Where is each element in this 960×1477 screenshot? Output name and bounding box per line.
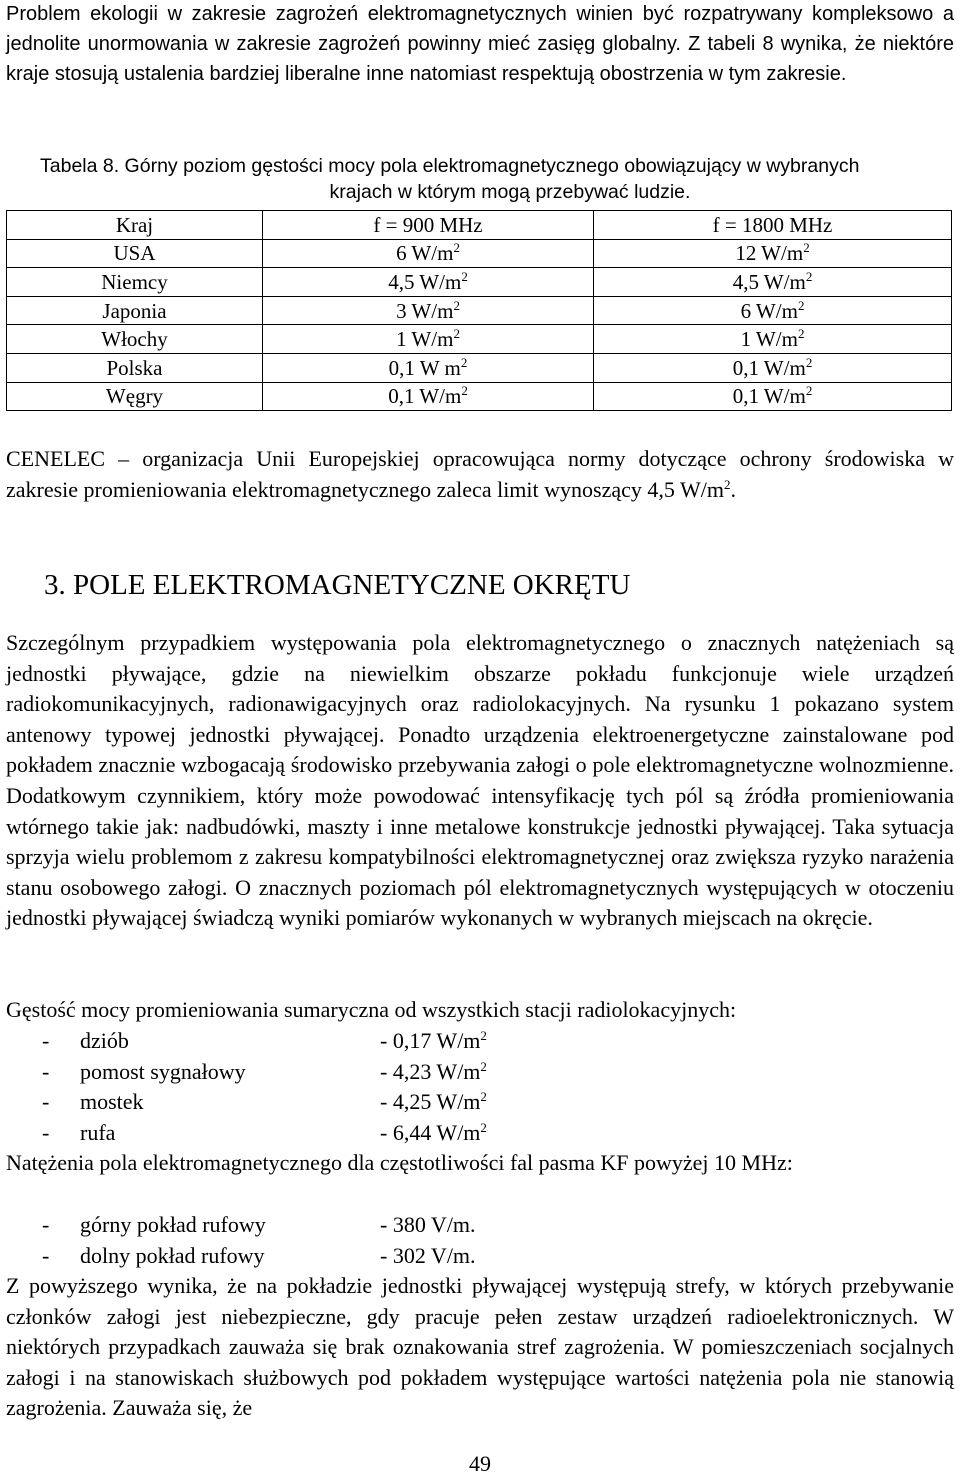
section-paragraph: Szczególnym przypadkiem występowania pola elektromagnetycznego o znacznych natężeniach są jednostki pływające, gdzie na niewielkim obszarze pokładu funkcjonuje wiele urządzeń radiokomunikacyjnych, radionawigacyjnych oraz radiolokacyjnych. Na rysunku 1 pokazano system antenowy typowej jednostki pływającej. Ponadto urządzenia elektroenergetyczne zainstalowane pod pokładem znacznie wzbogacają środowisko przebywania załogi o pole elektromagnetyczne wolnozmienne. Dodatkowym czynnikiem, który może powodować intensyfikację tych pól są źródła promieniowania wtórnego takie jak: nadbudówki, maszty i inne metalowe konstrukcje jednostki pływającej. Taka sytuacja sprzyja wielu problemom z zakresu kompatybilności elektromagnetycznej oraz zwiększa ryzyko narażenia stanu osobowego załogi. O znacznych poziomach pól elektromagnetycznych występujących w otoczeniu jednostki pływającej świadczą wyniki pomiarów wykonanych w wybranych miejscach na okręcie. — [6, 630, 954, 931]
table-caption-line1: Tabela 8. Górny poziom gęstości mocy pola elektromagnetycznego obowiązujący w wybranych — [40, 155, 860, 177]
list-item: - mostek - 4,25 $W/m^2$ — [6, 1087, 954, 1118]
field-intensity-intro: Natężenia pola elektromagnetycznego dla częstotliwości fal pasma KF powyżej 10 MHz: — [6, 1150, 793, 1175]
list-item-name: rufa — [80, 1119, 116, 1145]
table-row — [7, 239, 952, 268]
table-row — [7, 325, 952, 354]
table-cell-value: 0,1 W $m^2$ — [263, 353, 594, 382]
power-density-intro: Gęstość mocy promieniowania sumaryczna od wszystkich stacji radiolokacyjnych: — [6, 997, 737, 1022]
list-item-value: - 4,23 $W/m^2$ — [380, 1058, 487, 1084]
table-header-cell: Kraj — [7, 211, 263, 240]
table-cell-country: Japonia — [7, 296, 263, 325]
list-item-value: - 380 V/m. — [380, 1212, 476, 1237]
section-heading: 3. POLE ELEKTROMAGNETYCZNE OKRĘTU — [44, 569, 631, 601]
table-cell-country: Polska — [7, 353, 263, 382]
table-cell-value: 12 $W/m^2$ — [594, 239, 952, 268]
list-item-value: - 0,17 $W/m^2$ — [380, 1028, 487, 1053]
table-cell-value: 0,1 $W/m^2$ — [263, 382, 594, 411]
table-cell-value: 3 $W/m^2$ — [263, 296, 594, 325]
list-item: - rufa - 6,44 $W/m^2$ — [6, 1118, 954, 1149]
table-header-cell: f = 900 MHz — [263, 211, 594, 240]
list-item-name: pomost sygnałowy — [80, 1058, 246, 1084]
table-cell-value: 4,5 $W/m^2$ — [594, 268, 952, 297]
table-cell-country: Włochy — [7, 325, 263, 354]
list-item: - górny pokład rufowy - 380 V/m. — [6, 1210, 954, 1241]
table-cell-value: 1 $W/m^2$ — [594, 325, 952, 354]
power-density-list — [6, 1026, 954, 1148]
table-header-cell: f = 1800 MHz — [594, 211, 952, 240]
list-item-name: dziób — [80, 1028, 129, 1053]
table-row — [7, 296, 952, 325]
field-intensity-list — [6, 1210, 954, 1271]
table-row — [7, 353, 952, 382]
table-cell-value: 0,1 $W/m^2$ — [594, 353, 952, 382]
cenelec-paragraph: CENELEC – organizacja Unii Europejskiej opracowująca normy dotyczące ochrony środowiska w zakresie promieniowania elektromagnetycznego zaleca limit wynoszący 4,5 $W/m^2$. — [6, 446, 954, 502]
table-caption — [40, 153, 950, 205]
list-item: - dolny pokład rufowy - 302 V/m. — [6, 1241, 954, 1272]
table-cell-value: 4,5 $W/m^2$ — [263, 268, 594, 297]
list-item-value: - 302 V/m. — [380, 1242, 476, 1268]
list-item: - pomost sygnałowy - 4,23 $W/m^2$ — [6, 1057, 954, 1088]
page-number: 49 — [469, 1451, 491, 1476]
table-cell-country: Niemcy — [7, 268, 263, 297]
intro-paragraph: Problem ekologii w zakresie zagrożeń elektromagnetycznych winien być rozpatrywany kompleksowo a jednolite unormowania w zakresie zagrożeń powinny mieć zasięg globalny. Z tabeli 8 wynika, że niektóre kraje stosują ustalenia bardziej liberalne inne natomiast respektują obostrzenia w tym zakresie. — [6, 3, 954, 85]
table-cell-value: 6 $W/m^2$ — [594, 296, 952, 325]
list-item: - dziób - 0,17 $W/m^2$ — [6, 1026, 954, 1057]
list-item-value: - 4,25 $W/m^2$ — [380, 1089, 487, 1115]
table-cell-value: 0,1 $W/m^2$ — [594, 382, 952, 411]
list-item-name: dolny pokład rufowy — [80, 1242, 265, 1268]
table-row — [7, 268, 952, 297]
table-header-row — [7, 211, 952, 240]
table-cell-country: Węgry — [7, 382, 263, 411]
list-item-name: górny pokład rufowy — [80, 1212, 266, 1237]
table-row — [7, 382, 952, 411]
table-cell-country: USA — [7, 239, 263, 268]
list-item-value: - 6,44 $W/m^2$ — [380, 1119, 487, 1145]
closing-paragraph: Z powyższego wynika, że na pokładzie jednostki pływającej występują strefy, w których przebywanie członków załogi jest niebezpieczne, gdy pracuje pełen zestaw urządzeń radioelektronicznych. W niektórych przypadkach zauważa się brak oznakowania stref zagrożenia. W pomieszczeniach socjalnych załogi i na stanowiskach służbowych pod pokładem występujące wartości natężenia pola nie stanowią zagrożenia. Zauważa się, że — [6, 1273, 954, 1421]
table-cell-value: 6 $W/m^2$ — [263, 239, 594, 268]
list-item-name: mostek — [80, 1089, 144, 1115]
table-caption-line2: krajach w którym mogą przebywać ludzie. — [329, 181, 691, 203]
table-8 — [6, 210, 952, 411]
table-cell-value: 1 $W/m^2$ — [263, 325, 594, 354]
